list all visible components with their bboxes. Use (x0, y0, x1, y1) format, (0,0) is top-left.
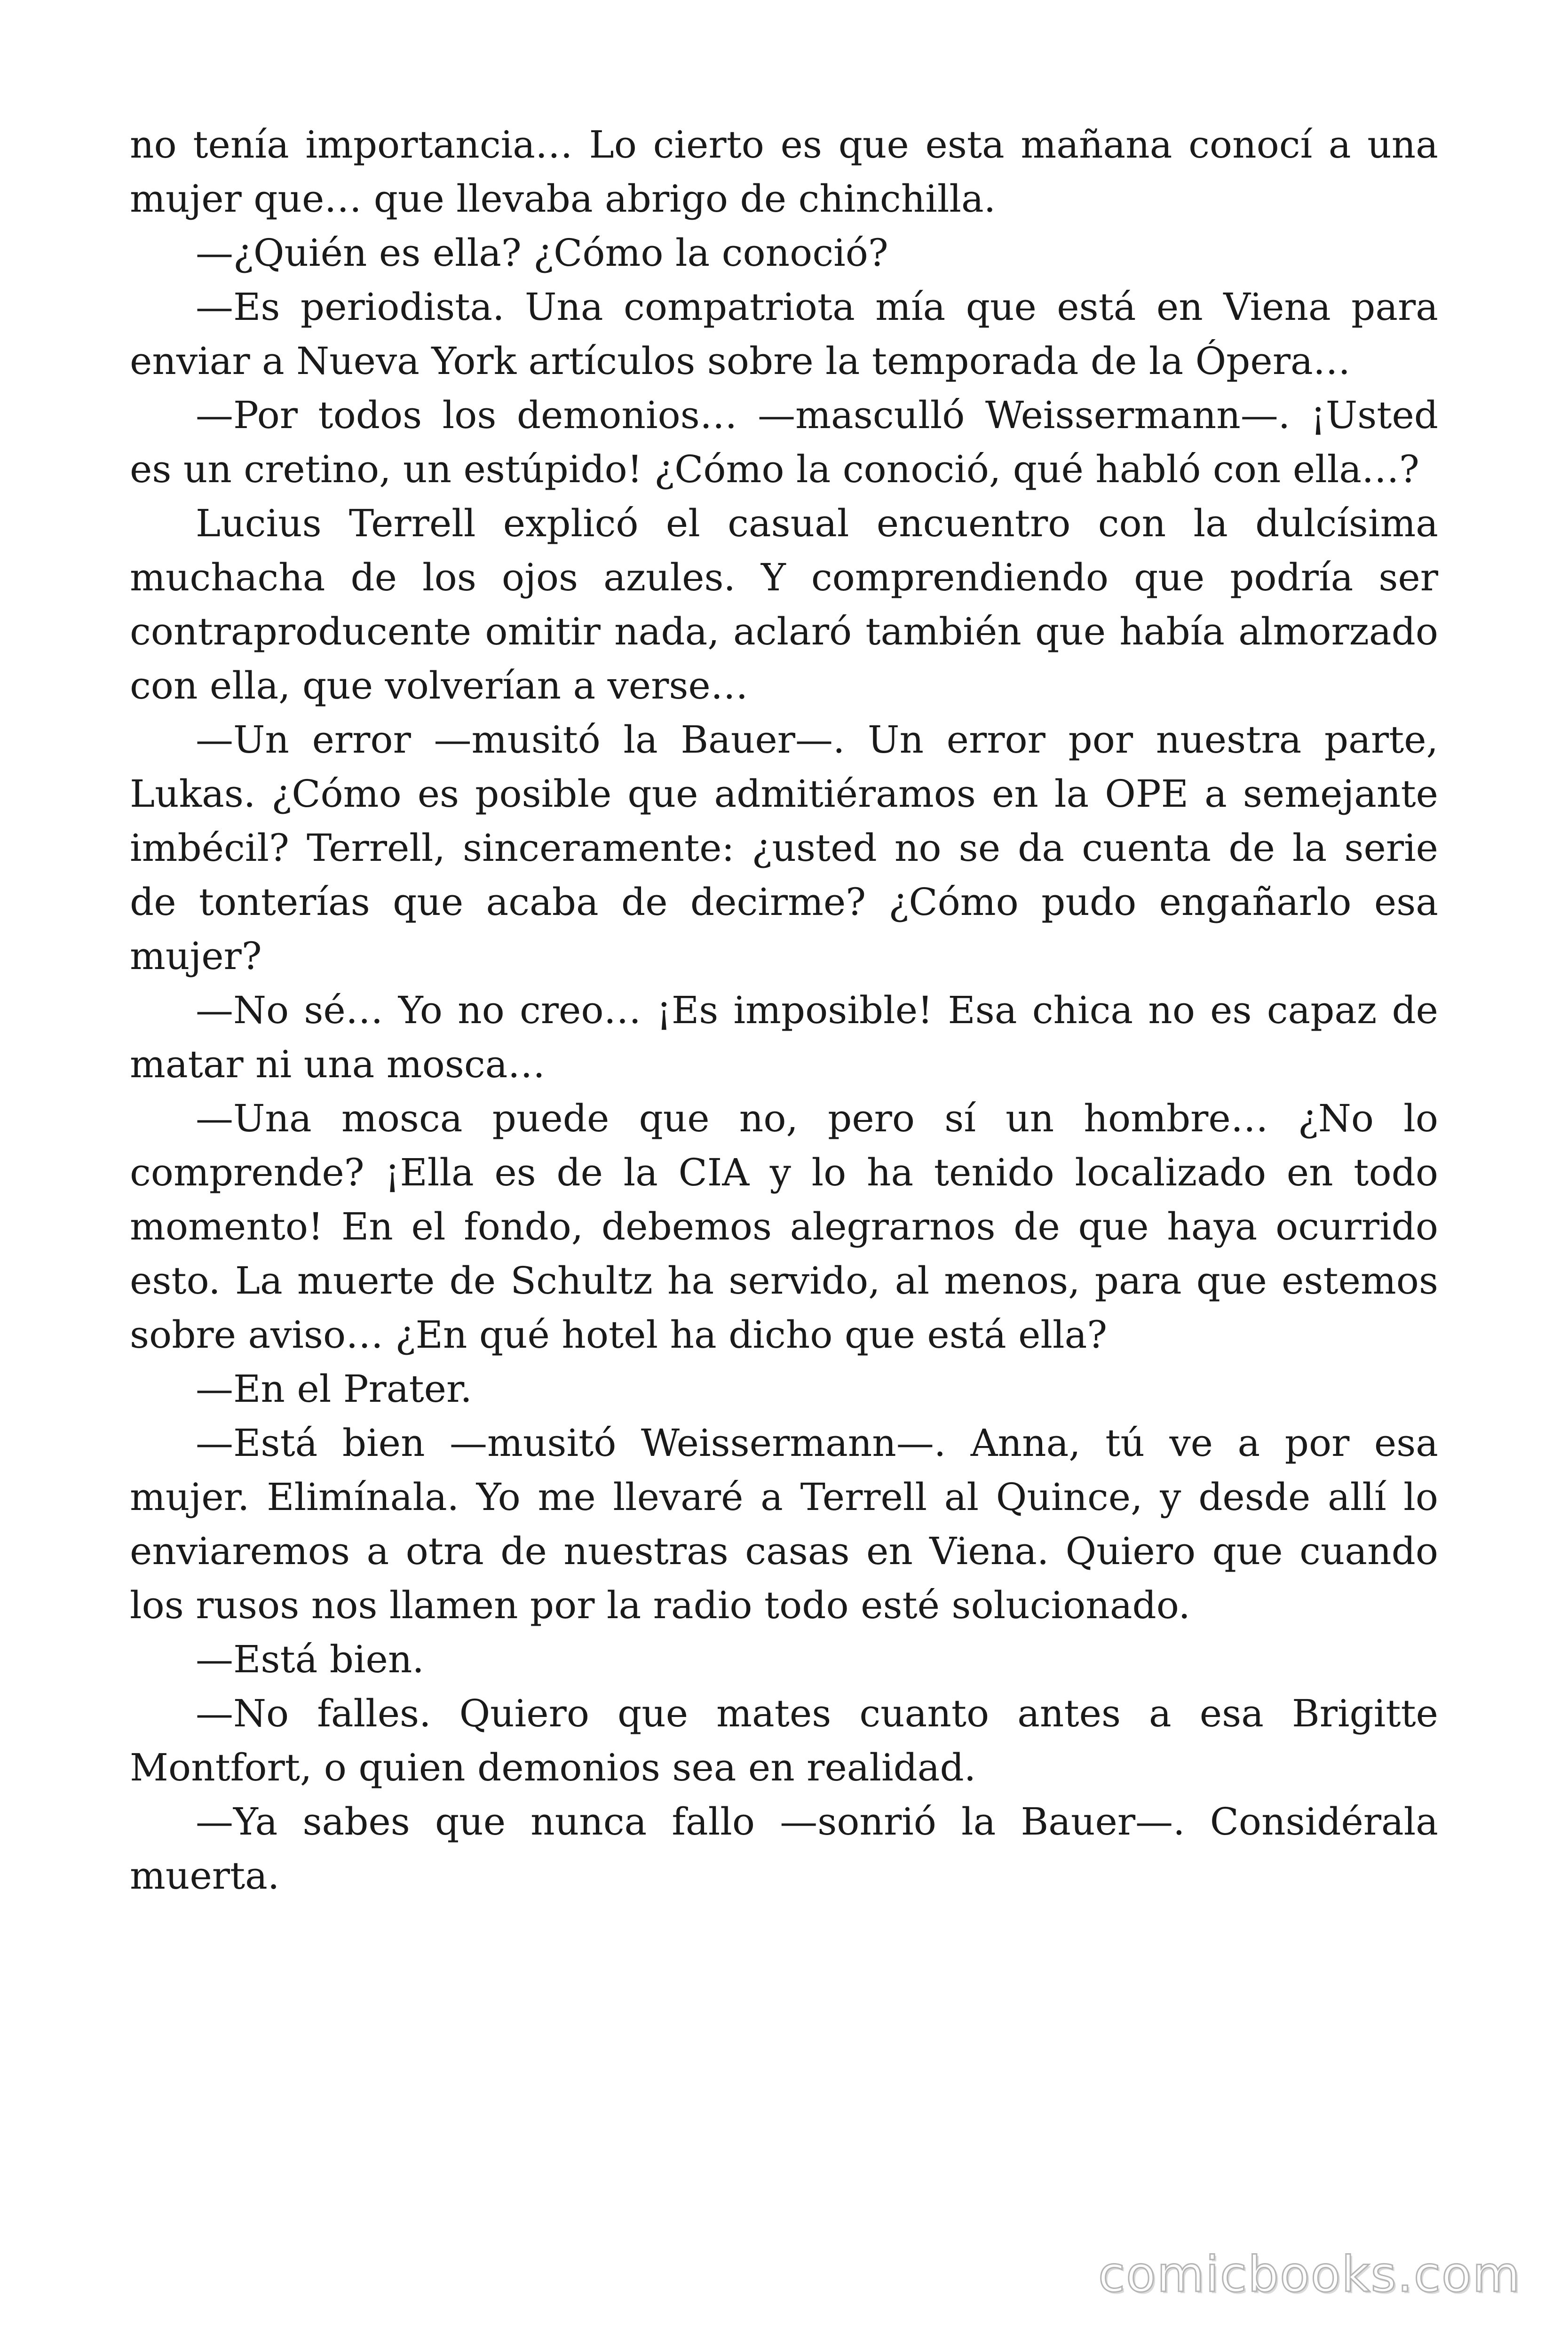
watermark: comicbooks.com (1098, 2246, 1521, 2303)
paragraph: —Un error —musitó la Bauer—. Un error por nuestra parte, Lukas. ¿Cómo es posible que admitiéramos en la OPE a semejante imbécil? Terrell, sinceramente: ¿usted no se da cuenta de la serie de tonterías que acaba de decirme? ¿Cómo pudo engañarlo esa mujer? (130, 718, 1438, 978)
paragraph: —Una mosca puede que no, pero sí un hombre… ¿No lo comprende? ¡Ella es de la CIA y lo ha tenido localizado en todo momento! En el fondo, debemos alegrarnos de que haya ocurrido esto. La muerte de Schultz ha servido, al menos, para que estemos sobre aviso… ¿En qué hotel ha dicho que está ella? (130, 1097, 1438, 1357)
paragraph: —Está bien. (196, 1637, 424, 1681)
paragraph: —Está bien —musitó Weissermann—. Anna, tú ve a por esa mujer. Elimínala. Yo me llevaré a Terrell al Quince, y desde allí lo enviaremos a otra de nuestras casas en Viena. Quiero que cuando los rusos nos llamen por la radio todo esté solucionado. (130, 1421, 1438, 1627)
paragraph: —¿Quién es ella? ¿Cómo la conoció? (196, 231, 888, 275)
paragraph: —Es periodista. Una compatriota mía que está en Viena para enviar a Nueva York artículos sobre la temporada de la Ópera… (130, 285, 1438, 383)
paragraph: no tenía importancia… Lo cierto es que esta mañana conocí a una mujer que… que llevaba abrigo de chinchilla. (130, 123, 1438, 221)
paragraph: —No falles. Quiero que mates cuanto antes a esa Brigitte Montfort, o quien demonios sea en realidad. (130, 1692, 1438, 1789)
paragraph: —Por todos los demonios… —masculló Weissermann—. ¡Usted es un cretino, un estúpido! ¿Cómo la conoció, qué habló con ella…? (130, 393, 1438, 491)
paragraph: —No sé… Yo no creo… ¡Es imposible! Esa chica no es capaz de matar ni una mosca… (130, 988, 1438, 1086)
paragraph: —Ya sabes que nunca fallo —sonrió la Bauer—. Considérala muerta. (130, 1800, 1438, 1898)
body-text (130, 118, 1438, 1903)
paragraph: Lucius Terrell explicó el casual encuentro con la dulcísima muchacha de los ojos azules. Y comprendiendo que podría ser contraproducente omitir nada, aclaró también que había almorzado con ella, que volverían a verse… (130, 501, 1438, 707)
paragraph: —En el Prater. (196, 1367, 472, 1411)
